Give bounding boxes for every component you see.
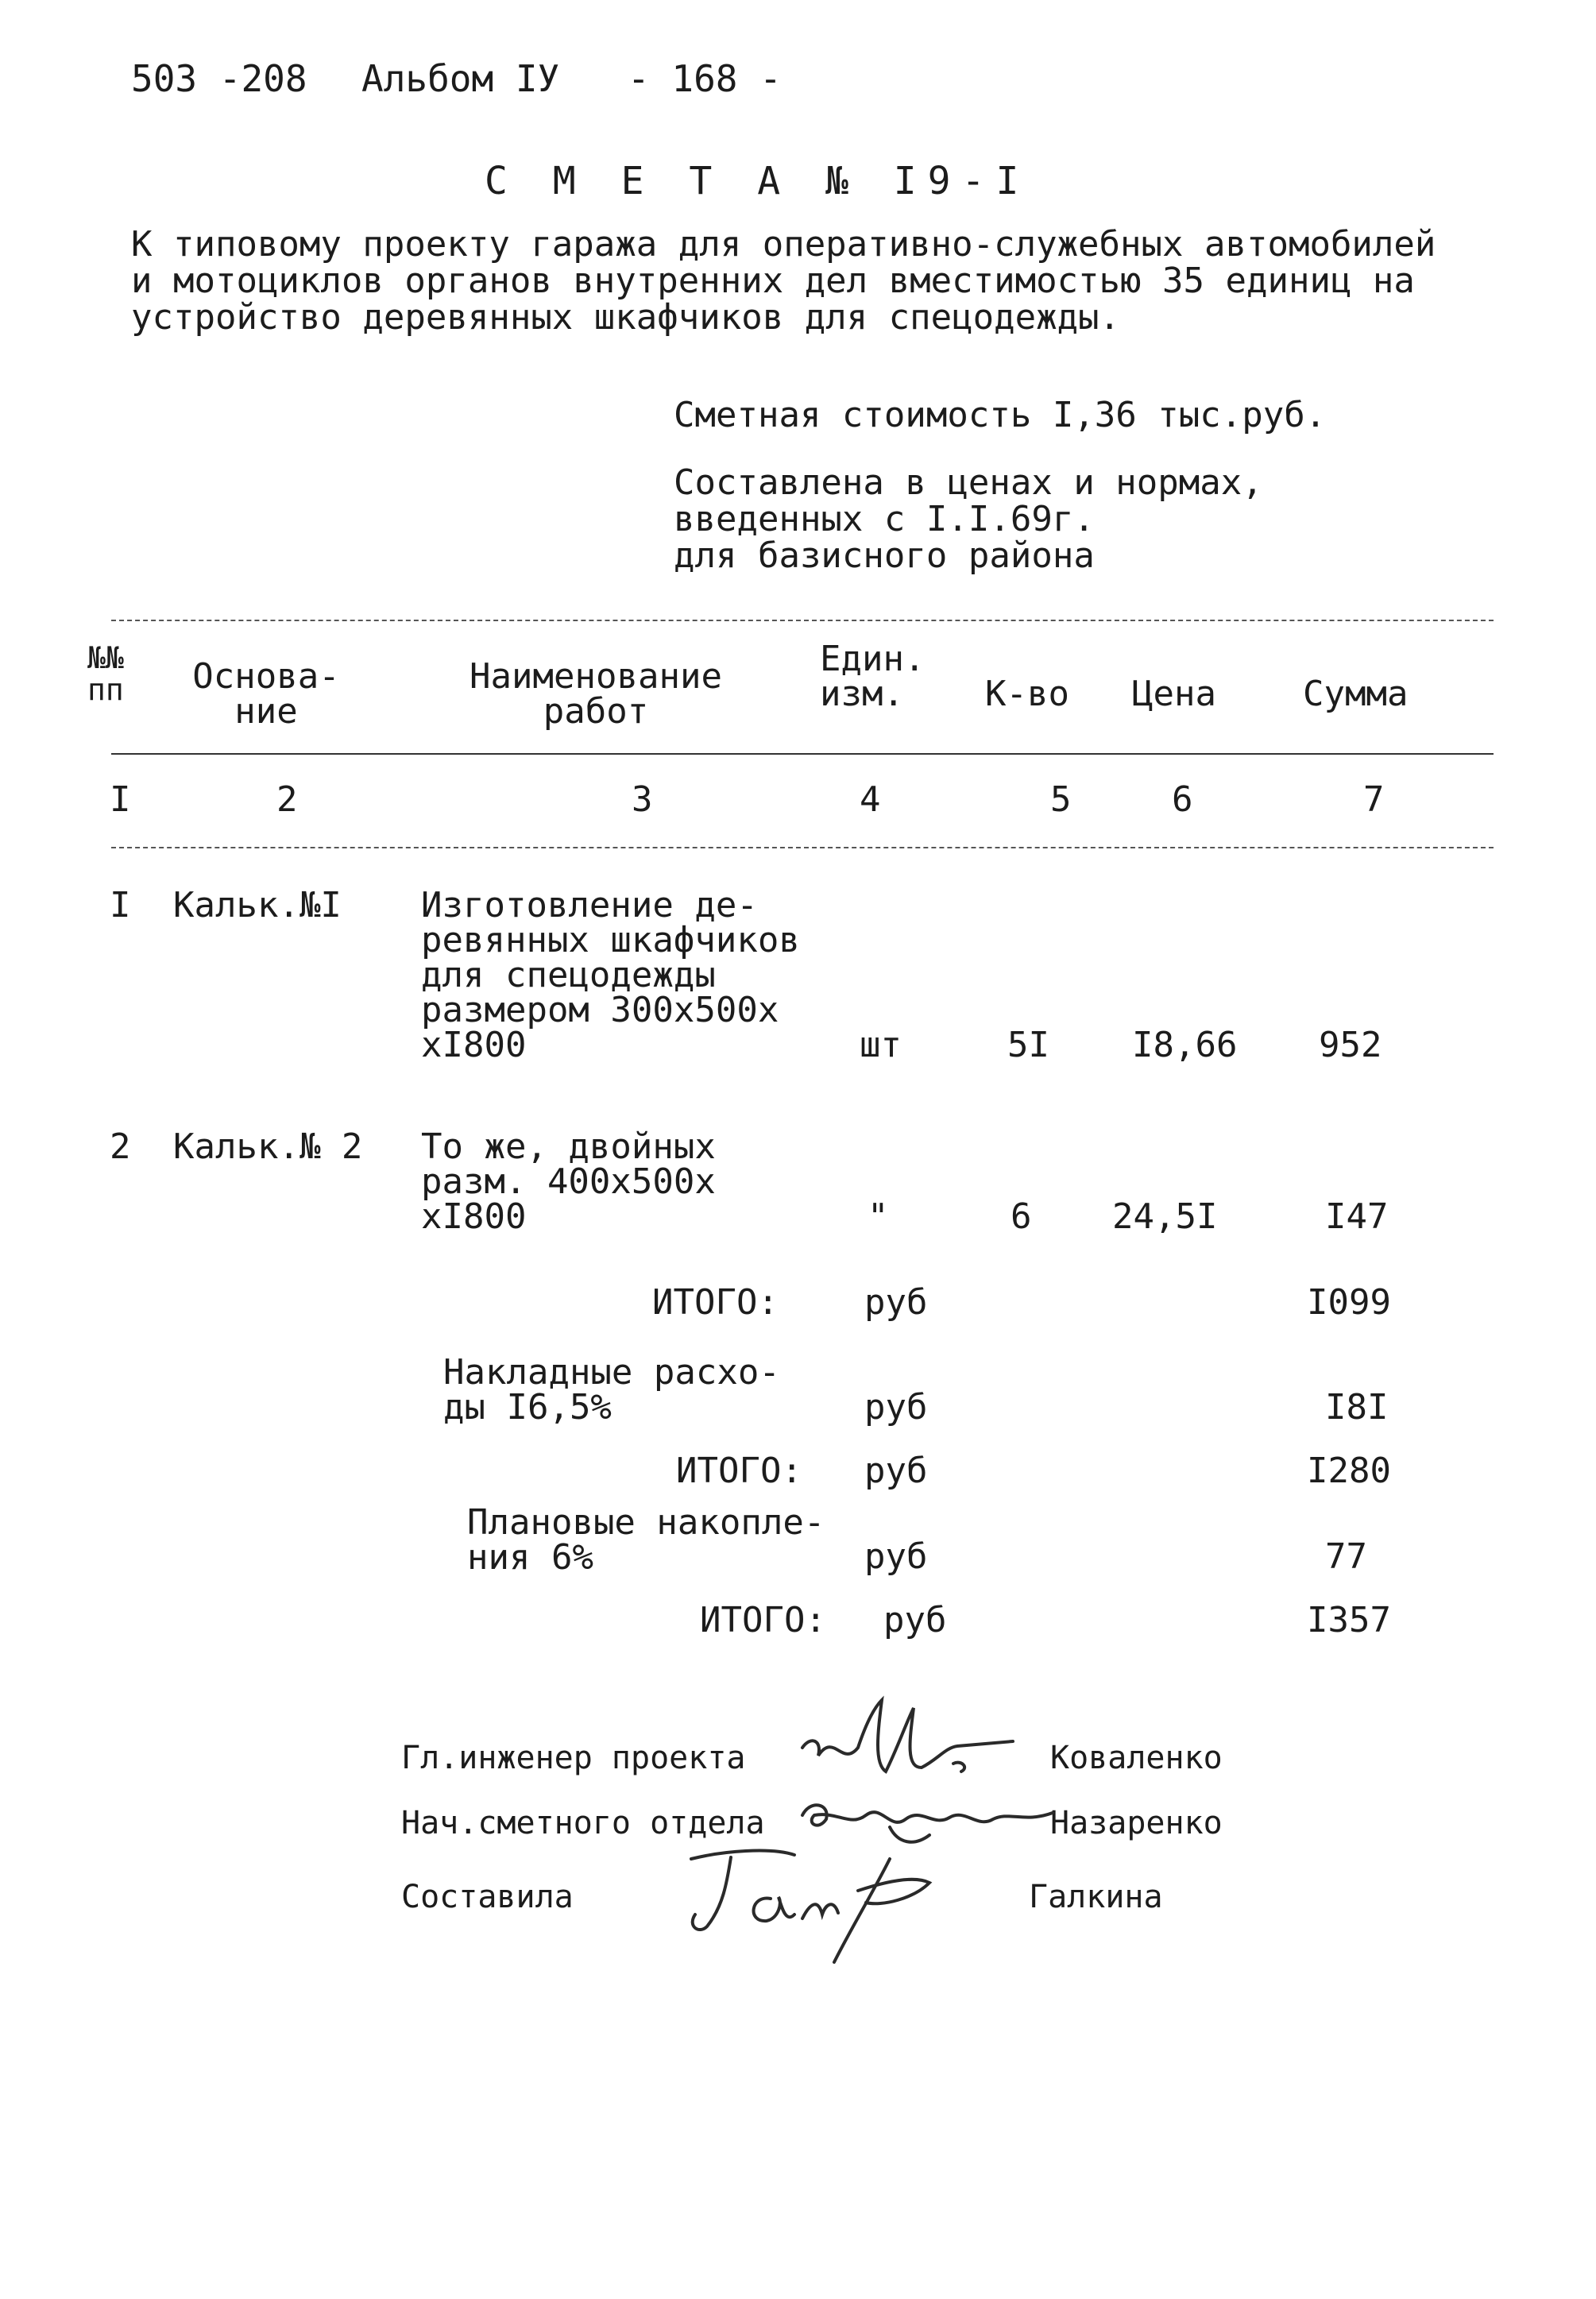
signature-role-compiler: Составила [401,1879,574,1915]
header-rule [111,753,1494,755]
header-price: Цена [1132,674,1216,714]
row-1-num: I [110,885,131,925]
total-1-label: ИТОГО: [652,1282,779,1323]
col-number-7: 7 [1363,779,1385,820]
page-number: - 168 - [628,57,782,100]
document-code: 503 -208 [131,57,307,100]
document-subtitle: К типовому проекту гаража для оперативно-служебных автомобилей и мотоциклов органов внутренних дел вместимостью 35 единиц на устройство деревянных шкафчиков для спецодежды. [131,224,1436,338]
total-3-sum: I357 [1307,1600,1391,1640]
total-2-unit: руб [864,1451,928,1491]
overhead-label: Накладные расхо- ды I6,5% [443,1352,780,1428]
col-number-1: I [110,779,131,820]
total-1-unit: руб [864,1282,928,1323]
album-label: Альбом IУ [361,57,560,100]
col-number-3: 3 [632,779,653,820]
signature-name-chief-engineer: Коваленко [1050,1740,1223,1776]
row-1-work-name: Изготовление де- ревянных шкафчиков для спецодежды размером 300х500х хI800 [421,885,800,1065]
row-2-sum: I47 [1325,1196,1389,1237]
signature-name-compiler: Галкина [1029,1879,1163,1915]
total-3-unit: руб [883,1600,947,1640]
header-num: №№ пп [87,640,124,707]
column-numbers-rule [111,847,1494,848]
total-3-label: ИТОГО: [700,1600,826,1640]
overhead-sum: I8I [1325,1387,1389,1428]
table-top-rule [111,620,1494,621]
estimated-cost: Сметная стоимость I,36 тыс.руб. [674,395,1327,435]
planned-savings-sum: 77 [1325,1536,1367,1577]
overhead-unit: руб [864,1387,928,1428]
signature-role-estimate-head: Нач.сметного отдела [401,1805,765,1841]
header-unit: Един. изм. [820,639,926,714]
row-1-quantity: 5I [1007,1025,1049,1065]
header-sum: Сумма [1303,674,1409,714]
total-1-sum: I099 [1307,1282,1391,1323]
row-1-unit: шт [860,1025,902,1065]
header-quantity: К-во [985,674,1069,714]
row-1-price: I8,66 [1132,1025,1238,1065]
col-number-6: 6 [1172,779,1193,820]
signature-name-estimate-head: Назаренко [1050,1805,1223,1841]
row-2-num: 2 [110,1126,131,1167]
row-2-basis: Кальк.№ 2 [173,1126,363,1167]
prices-note: Составлена в ценах и нормах, введенных с I.I.69г. для базисного района [674,462,1263,576]
planned-savings-unit: руб [864,1536,928,1577]
total-2-label: ИТОГО: [676,1451,802,1491]
col-number-5: 5 [1050,779,1072,820]
row-2-unit: " [868,1196,889,1237]
signature-scribble-compiler [675,1827,977,1970]
row-1-basis: Кальк.№I [173,885,342,925]
header-work-name: Наименование работ [470,656,722,732]
row-2-price: 24,5I [1112,1196,1218,1237]
row-1-sum: 952 [1319,1025,1382,1065]
document-title: С М Е Т А № I9-I [485,159,1030,203]
col-number-2: 2 [276,779,298,820]
row-2-quantity: 6 [1011,1196,1032,1237]
header-basis: Основа- ние [192,656,340,732]
planned-savings-label: Плановые накопле- ния 6% [467,1502,825,1578]
signature-role-chief-engineer: Гл.инженер проекта [401,1740,746,1776]
total-2-sum: I280 [1307,1451,1391,1491]
col-number-4: 4 [860,779,881,820]
row-2-work-name: То же, двойных разм. 400х500х хI800 [421,1126,716,1237]
